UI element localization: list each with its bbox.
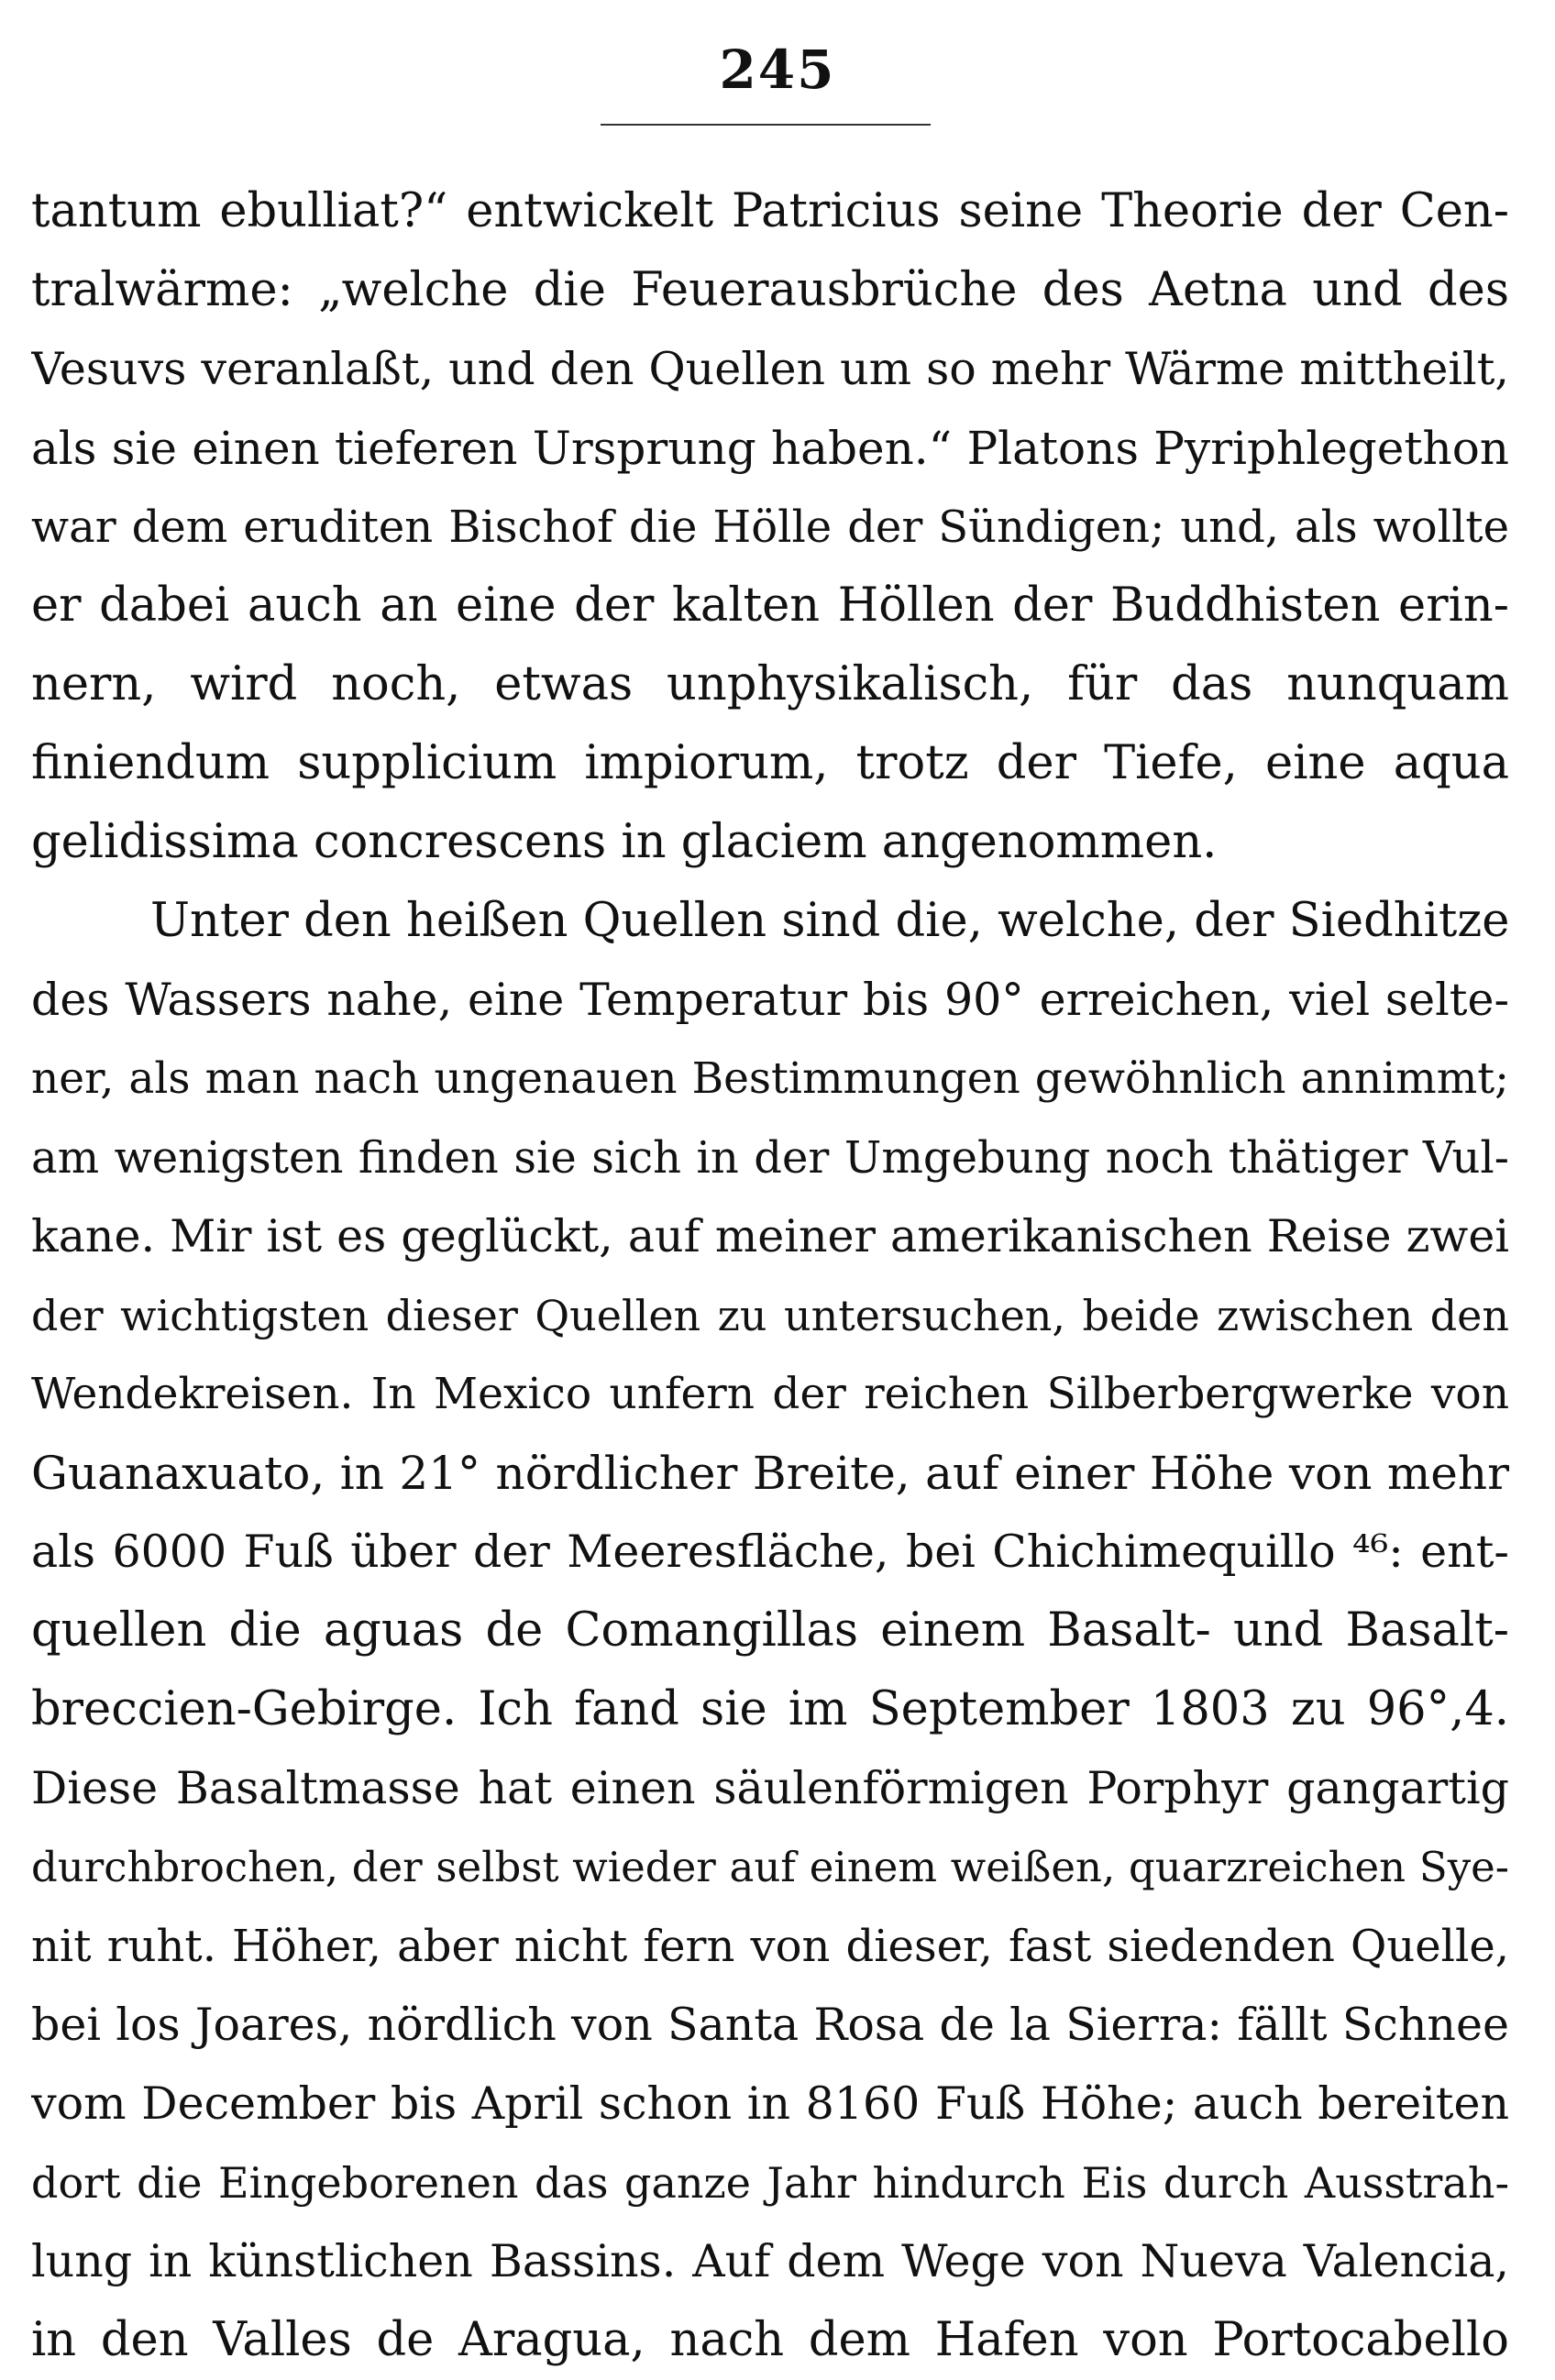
text-line: Diese Basaltmasse hat einen säulenförmigen Porphyr gangartig bbox=[31, 1762, 1509, 1814]
text-line: er dabei auch an eine der kalten Höllen der Buddhisten erin- bbox=[31, 578, 1509, 633]
text-line: Unter den heißen Quellen sind die, welche, der Siedhitze bbox=[150, 894, 1509, 948]
body-text bbox=[31, 172, 1509, 2380]
text-line: tantum ebulliat?“ entwickelt Patricius seine Theorie der Cen- bbox=[31, 184, 1509, 238]
text-line: Guanaxuato, in 21° nördlicher Breite, auf einer Höhe von mehr bbox=[31, 1447, 1509, 1500]
text-line: der wichtigsten dieser Quellen zu untersuchen, beide zwischen den bbox=[31, 1291, 1509, 1340]
text-line: bei los Joares, nördlich von Santa Rosa de la Sierra: fällt Schnee bbox=[31, 1999, 1509, 2051]
text-line: des Wassers nahe, eine Temperatur bis 90° erreichen, viel selte- bbox=[31, 974, 1509, 1026]
text-line: vom December bis April schon in 8160 Fuß Höhe; auch bereiten bbox=[31, 2077, 1509, 2130]
text-line: als 6000 Fuß über der Meeresfläche, bei Chichimequillo ⁴⁶: ent- bbox=[31, 1526, 1509, 1578]
text-line: gelidissima concrescens in glaciem angenommen. bbox=[31, 815, 1218, 869]
text-line: war dem eruditen Bischof die Hölle der Sündigen; und, als wollte bbox=[31, 501, 1509, 553]
text-line: finiendum supplicium impiorum, trotz der Tiefe, eine aqua bbox=[31, 736, 1509, 790]
text-line: in den Valles de Aragua, nach dem Hafen von Portocabello bbox=[31, 2313, 1509, 2367]
text-line: nern, wird noch, etwas unphysikalisch, für das nunquam bbox=[31, 657, 1509, 711]
text-line: am wenigsten finden sie sich in der Umgebung noch thätiger Vul- bbox=[31, 1132, 1509, 1184]
text-line: Wendekreisen. In Mexico unfern der reichen Silberbergwerke von bbox=[31, 1369, 1509, 1419]
page-number: 245 bbox=[719, 39, 836, 101]
text-line: ner, als man nach ungenauen Bestimmungen gewöhnlich annimmt; bbox=[31, 1053, 1509, 1104]
text-line: quellen die aguas de Comangillas einem Basalt- und Basalt- bbox=[31, 1603, 1509, 1658]
text-line: breccien-Gebirge. Ich fand sie im September 1803 zu 96°,4. bbox=[31, 1682, 1509, 1736]
text-line: lung in künstlichen Bassins. Auf dem Wege von Nueva Valencia, bbox=[31, 2235, 1509, 2287]
text-line: nit ruht. Höher, aber nicht fern von dieser, fast siedenden Quelle, bbox=[31, 1921, 1509, 1972]
text-line: dort die Eingeborenen das ganze Jahr hindurch Eis durch Ausstrah- bbox=[31, 2158, 1509, 2208]
text-line: tralwärme: „welche die Feuerausbrüche des Aetna und des bbox=[31, 263, 1509, 317]
text-line: kane. Mir ist es geglückt, auf meiner amerikanischen Reise zwei bbox=[31, 1210, 1509, 1262]
text-line: durchbrochen, der selbst wieder auf einem weißen, quarzreichen Sye- bbox=[31, 1843, 1509, 1891]
header-rule bbox=[601, 124, 931, 126]
text-line: Vesuvs veranlaßt, und den Quellen um so mehr Wärme mittheilt, bbox=[31, 343, 1509, 395]
text-line: als sie einen tieferen Ursprung haben.“ Platons Pyriphlegethon bbox=[31, 422, 1509, 475]
